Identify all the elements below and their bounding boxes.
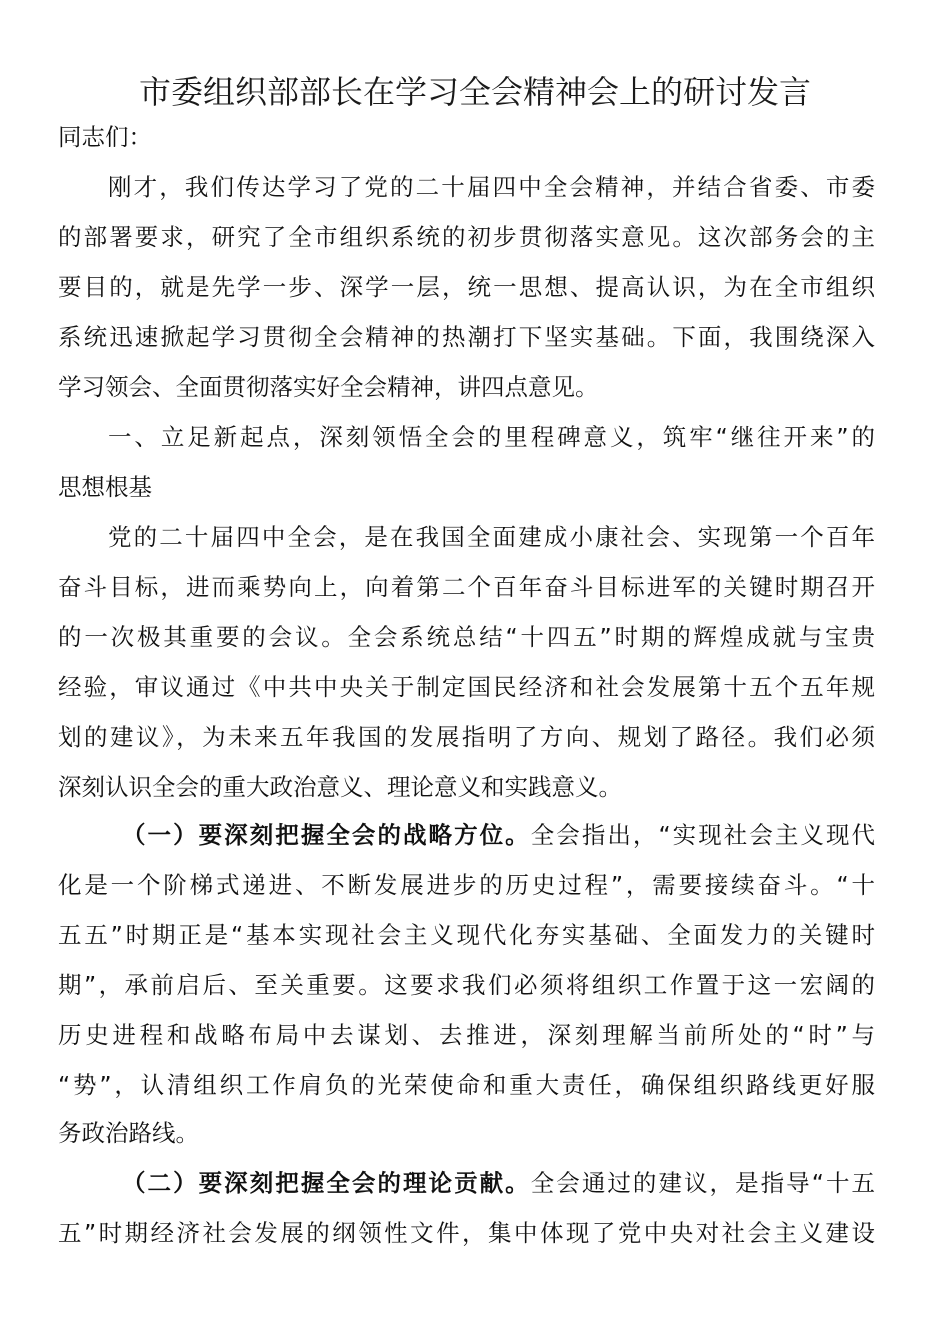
line-text: 要目的，就是先学一步、深学一层，统一思想、提高认识，为在全市组织 [58,273,875,301]
text-line [58,969,875,1001]
line-text: 全会通过的建议，是指导“十五 [530,1169,875,1197]
line-text: 化是一个阶梯式递进、不断发展进步的历史过程”，需要接续奋斗。“十 [58,871,875,899]
line-text: 学习领会、全面贯彻落实好全会精神，讲四点意见。 [58,373,599,401]
line-text: 一、立足新起点，深刻领悟全会的里程碑意义，筑牢“继往开来”的 [108,423,875,451]
line-text: 深刻认识全会的重大政治意义、理论意义和实践意义。 [58,773,622,801]
text-line [58,1117,875,1149]
text-line [58,371,875,403]
text-line [58,721,875,753]
line-text: 历史进程和战略布局中去谋划、去推进，深刻理解当前所处的“时”与 [58,1021,875,1049]
line-text: 奋斗目标，进而乘势向上，向着第二个百年奋斗目标进军的关键时期召开 [58,573,875,601]
text-line [58,1019,875,1051]
text-line [58,621,875,653]
text-line [58,1069,875,1101]
text-line [58,869,875,901]
text-line [58,919,875,951]
line-text: 务政治路线。 [58,1119,199,1147]
line-text: “势”，认清组织工作肩负的光荣使命和重大责任，确保组织路线更好服 [58,1071,875,1099]
text-line [108,171,875,203]
line-text: 的一次极其重要的会议。全会系统总结“十四五”时期的辉煌成就与宝贵 [58,623,875,651]
text-line [58,121,875,153]
text-line [108,521,875,553]
line-text: 经验，审议通过《中共中央关于制定国民经济和社会发展第十五个五年规 [58,673,875,701]
text-line [122,819,875,851]
bold-lead-heading: （一）要深刻把握全会的战略方位。 [122,821,531,849]
text-line [108,421,875,453]
line-text: 划的建议》，为未来五年我国的发展指明了方向、规划了路径。我们必须 [58,723,875,751]
text-line [58,671,875,703]
text-line [58,221,875,253]
line-text: 同志们： [58,123,152,151]
line-text: 期”，承前启后、至关重要。这要求我们必须将组织工作置于这一宏阔的 [58,971,875,999]
line-text: 刚才，我们传达学习了党的二十届四中全会精神，并结合省委、市委 [108,173,875,201]
bold-lead-heading: （二）要深刻把握全会的理论贡献。 [122,1169,531,1197]
text-line [58,471,875,503]
line-text: 党的二十届四中全会，是在我国全面建成小康社会、实现第一个百年 [108,523,875,551]
line-text: 思想根基 [58,473,152,501]
document-title: 市委组织部部长在学习全会精神会上的研讨发言 [138,73,811,111]
text-line [58,1217,875,1249]
line-text: 五”时期经济社会发展的纲领性文件，集中体现了党中央对社会主义建设 [58,1219,875,1247]
line-text: 五五”时期正是“基本实现社会主义现代化夯实基础、全面发力的关键时 [58,921,875,949]
text-line [58,771,875,803]
text-line [58,321,875,353]
text-line [122,1167,875,1199]
line-text: 全会指出，“实现社会主义现代 [530,821,875,849]
text-line [58,571,875,603]
text-line [58,271,875,303]
line-text: 的部署要求，研究了全市组织系统的初步贯彻落实意见。这次部务会的主 [58,223,875,251]
line-text: 系统迅速掀起学习贯彻全会精神的热潮打下坚实基础。下面，我围绕深入 [58,323,875,351]
